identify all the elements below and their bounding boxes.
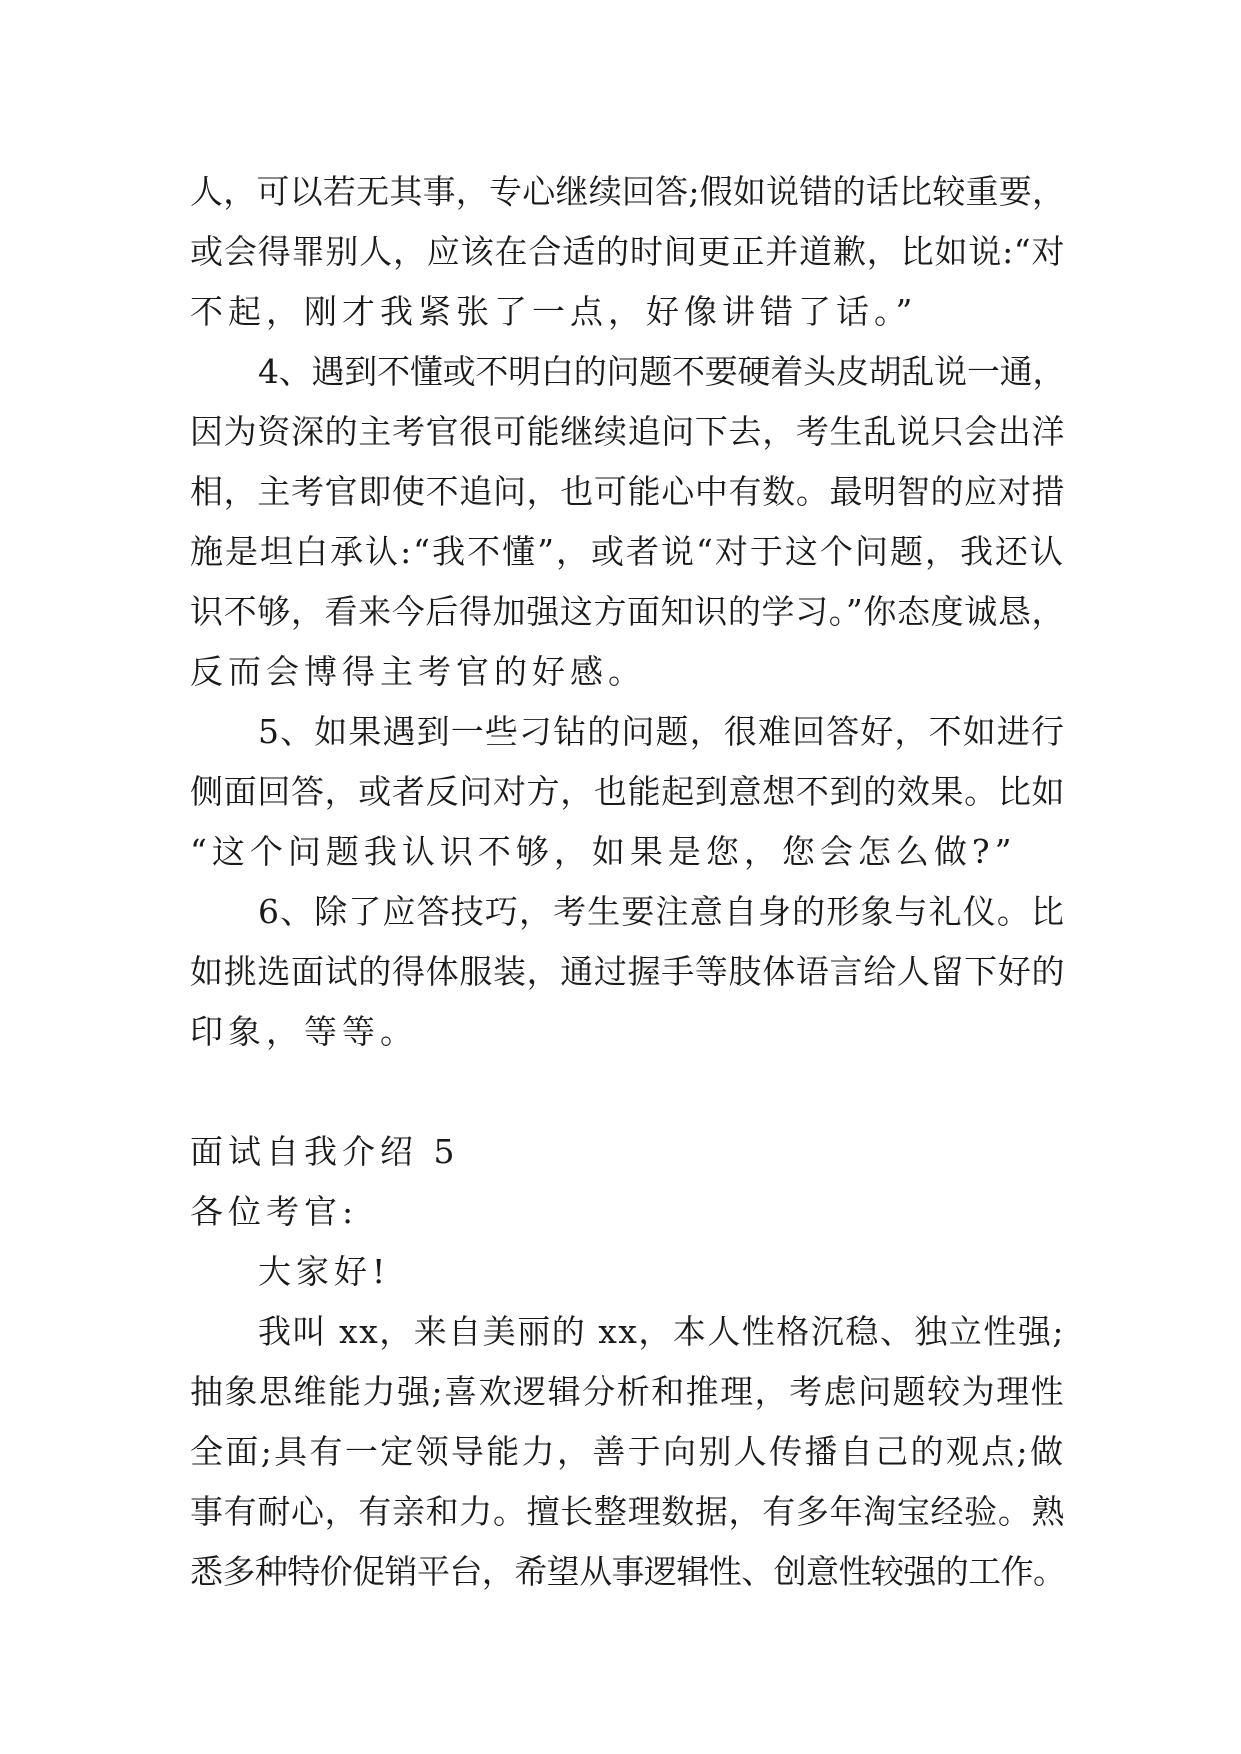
- text-line: 4、遇到不懂或不明白的问题不要硬着头皮胡乱说一通，: [258, 352, 1065, 391]
- text-line: 如挑选面试的得体服装，通过握手等肢体语言给人留下好的: [190, 952, 1065, 991]
- text-line: 或会得罪别人，应该在合适的时间更正并道歉，比如说:“对: [190, 232, 1065, 271]
- document-page: [190, 162, 1065, 1602]
- section-title: 面试自我介绍 5: [190, 1132, 460, 1171]
- text-line: “这个问题我认识不够，如果是您，您会怎么做?”: [190, 832, 1017, 871]
- text-line: 6、除了应答技巧，考生要注意自身的形象与礼仪。比: [258, 892, 1065, 931]
- text-line: 因为资深的主考官很可能继续追问下去，考生乱说只会出洋: [190, 412, 1065, 451]
- text-line: 反而会博得主考官的好感。: [190, 652, 646, 691]
- section-self-intro: [190, 1122, 1065, 1602]
- paragraph-item-4: [190, 342, 1065, 702]
- text-line: 5、如果遇到一些刁钻的问题，很难回答好，不如进行: [258, 712, 1065, 751]
- paragraph-item-5: [190, 702, 1065, 882]
- text-line: 事有耐心，有亲和力。擅长整理数据，有多年淘宝经验。熟: [190, 1492, 1065, 1531]
- text-line: 全面;具有一定领导能力，善于向别人传播自己的观点;做: [190, 1432, 1065, 1471]
- text-line: 施是坦白承认:“我不懂”，或者说“对于这个问题，我还认: [190, 532, 1065, 571]
- paragraph-item-6: [190, 882, 1065, 1062]
- text-line: 识不够，看来今后得加强这方面知识的学习。”你态度诚恳，: [190, 592, 1065, 631]
- greeting: 大家好!: [258, 1252, 391, 1291]
- text-line: 不起，刚才我紧张了一点，好像讲错了话。”: [190, 292, 918, 331]
- section-spacer: [190, 1062, 1065, 1122]
- text-line: 相，主考官即使不追问，也可能心中有数。最明智的应对措: [190, 472, 1065, 511]
- text-line: 人，可以若无其事，专心继续回答;假如说错的话比较重要，: [190, 172, 1065, 211]
- paragraph-continued: [190, 162, 1065, 342]
- text-line: 我叫 xx，来自美丽的 xx，本人性格沉稳、独立性强;: [258, 1312, 1066, 1351]
- salutation: 各位考官:: [190, 1192, 359, 1231]
- text-line: 侧面回答，或者反问对方，也能起到意想不到的效果。比如: [190, 772, 1065, 811]
- text-line: 悉多种特价促销平台，希望从事逻辑性、创意性较强的工作。: [190, 1552, 1065, 1591]
- text-line: 印象，等等。: [190, 1012, 418, 1051]
- text-line: 抽象思维能力强;喜欢逻辑分析和推理，考虑问题较为理性: [190, 1372, 1066, 1411]
